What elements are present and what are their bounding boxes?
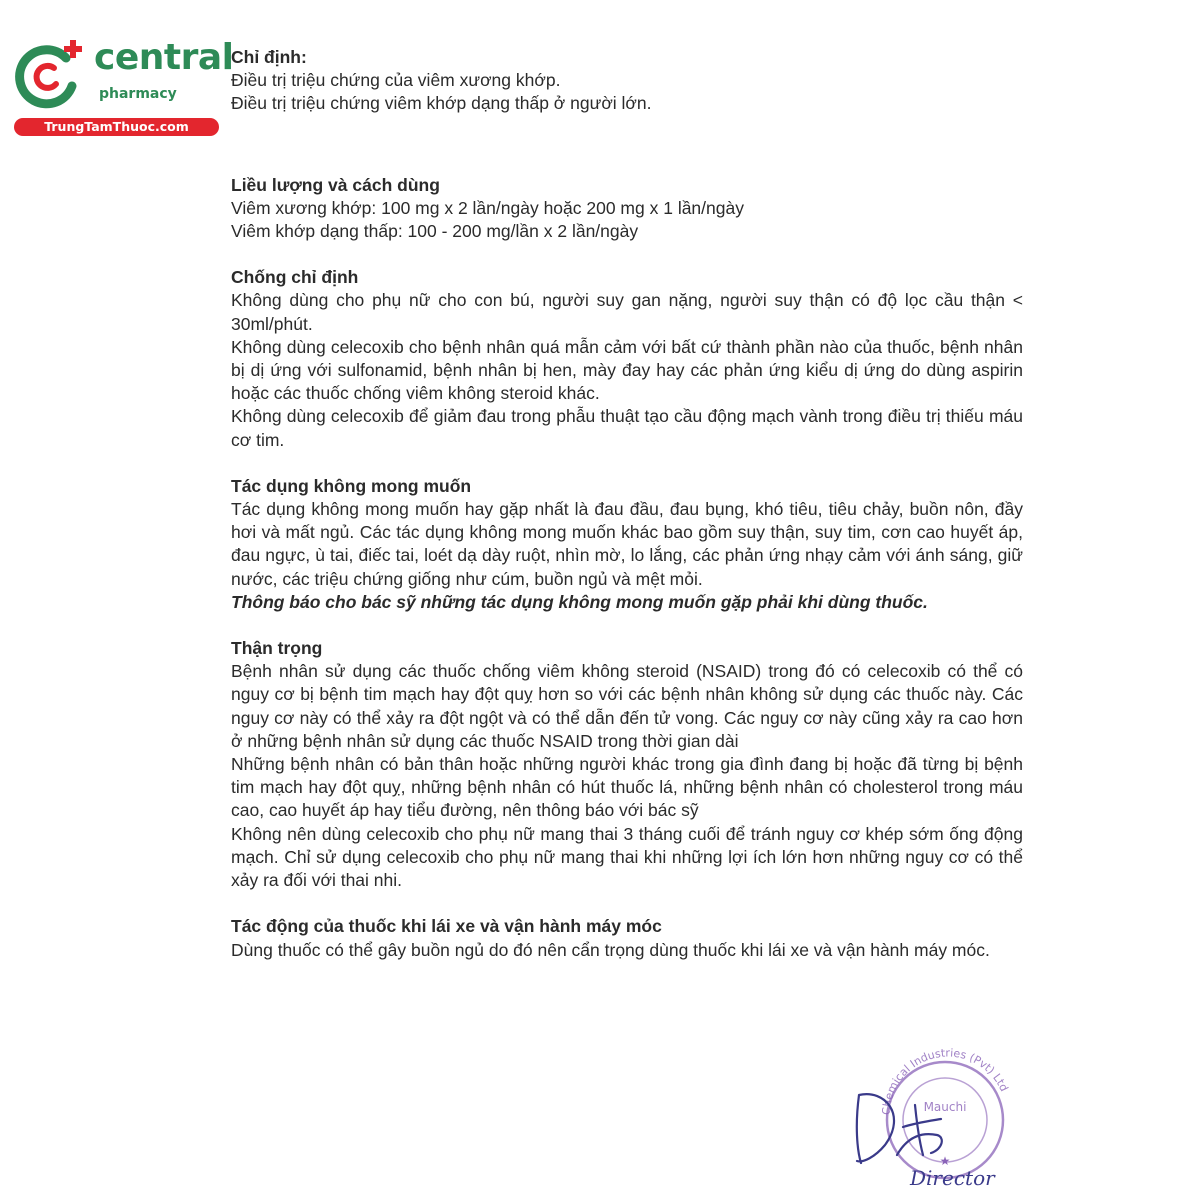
brand-name: central	[94, 37, 234, 78]
stamp-ring-text: Chemical Industries (Pvt) Ltd	[879, 1046, 1011, 1116]
text-line: Điều trị triệu chứng của viêm xương khớp.	[231, 70, 561, 91]
brand-logo	[10, 36, 234, 136]
section-side-effects	[231, 475, 1023, 614]
leaflet-body	[231, 46, 1023, 985]
section-heading: Tác dụng không mong muốn	[231, 475, 472, 496]
paragraph: Tác dụng không mong muốn hay gặp nhất là đau đầu, đau bụng, khó tiêu, tiêu chảy, buồn nôn, đầy hơi và mất ngủ. Các tác dụng không mong muốn khác bao gồm suy thận, suy tim, cơn cao huyết áp, đau ngực, ù tai, điếc tai, loét dạ dày ruột, nhìn mờ, lo lắng, các phản ứng nhạy cảm với ánh sáng, giữ nước, các triệu chứng giống như cúm, buồn ngủ và mệt mỏi.	[231, 499, 1023, 589]
paragraph: Không dùng celecoxib cho bệnh nhân quá mẫn cảm với bất cứ thành phần nào của thuốc, bệnh nhân bị dị ứng với sulfonamid, bệnh nhân bị hen, mày đay hay các phản ứng kiểu dị ứng do dùng aspirin hoặc các thuốc chống viêm không steroid khác.	[231, 336, 1023, 404]
side-effects-notice: Thông báo cho bác sỹ những tác dụng không mong muốn gặp phải khi dùng thuốc.	[231, 591, 928, 612]
brand-tagline: pharmacy	[99, 86, 177, 102]
text-line: Điều trị triệu chứng viêm khớp dạng thấp ở người lớn.	[231, 93, 652, 114]
section-heading: Liều lượng và cách dùng	[231, 174, 440, 195]
paragraph: Không dùng celecoxib để giảm đau trong phẫu thuật tạo cầu động mạch vành trong điều trị thiếu máu cơ tim.	[231, 406, 1023, 450]
paragraph: Bệnh nhân sử dụng các thuốc chống viêm không steroid (NSAID) trong đó có celecoxib có thể có nguy cơ bị bệnh tim mạch hay đột quỵ hơn so với các bệnh nhân không sử dụng các thuốc này. Các nguy cơ này có thể xảy ra đột ngột và có thể dẫn đến tử vong. Các nguy cơ này cũng xảy ra cao hơn ở những bệnh nhân sử dụng các thuốc NSAID trong thời gian dài	[231, 661, 1023, 751]
brand-url: TrungTamThuoc.com	[14, 118, 219, 136]
signatory-title: Director	[910, 1166, 995, 1190]
paragraph: Những bệnh nhân có bản thân hoặc những người khác trong gia đình đang bị hoặc đã từng bị bệnh tim mạch hay đột quỵ, những bệnh nhân có hút thuốc lá, những bệnh nhân có cholesterol trong máu cao, cao huyết áp hay tiểu đường, nên thông báo với bác sỹ	[231, 754, 1023, 821]
section-dosage	[231, 174, 1023, 244]
paragraph: Dùng thuốc có thể gây buồn ngủ do đó nên cẩn trọng dùng thuốc khi lái xe và vận hành máy móc.	[231, 939, 990, 960]
text-line: Viêm khớp dạng thấp: 100 - 200 mg/lần x 2 lần/ngày	[231, 221, 639, 242]
section-precautions	[231, 637, 1023, 892]
section-heading: Chỉ định:	[231, 47, 307, 67]
section-heading: Tác động của thuốc khi lái xe và vận hành máy móc	[231, 916, 662, 937]
central-pharmacy-logo-icon	[10, 36, 90, 116]
paragraph: Không nên dùng celecoxib cho phụ nữ mang thai 3 tháng cuối để tránh nguy cơ khép sớm ống động mạch. Chỉ sử dụng celecoxib cho phụ nữ mang thai khi những lợi ích lớn hơn những nguy cơ có thể xảy ra đối với thai nhi.	[231, 823, 1023, 891]
section-driving	[231, 915, 1023, 961]
section-heading: Thận trọng	[231, 638, 323, 659]
section-contraindications	[231, 266, 1023, 452]
stamp-name: Mauchi	[923, 1100, 967, 1114]
text-line: Viêm xương khớp: 100 mg x 2 lần/ngày hoặc 200 mg x 1 lần/ngày	[231, 197, 744, 218]
section-indications	[231, 46, 1023, 116]
stamp-star-icon: ★	[939, 1154, 951, 1168]
paragraph: Không dùng cho phụ nữ cho con bú, người suy gan nặng, người suy thận có độ lọc cầu thận < 30ml/phút.	[231, 290, 1023, 334]
section-heading: Chống chỉ định	[231, 267, 359, 288]
